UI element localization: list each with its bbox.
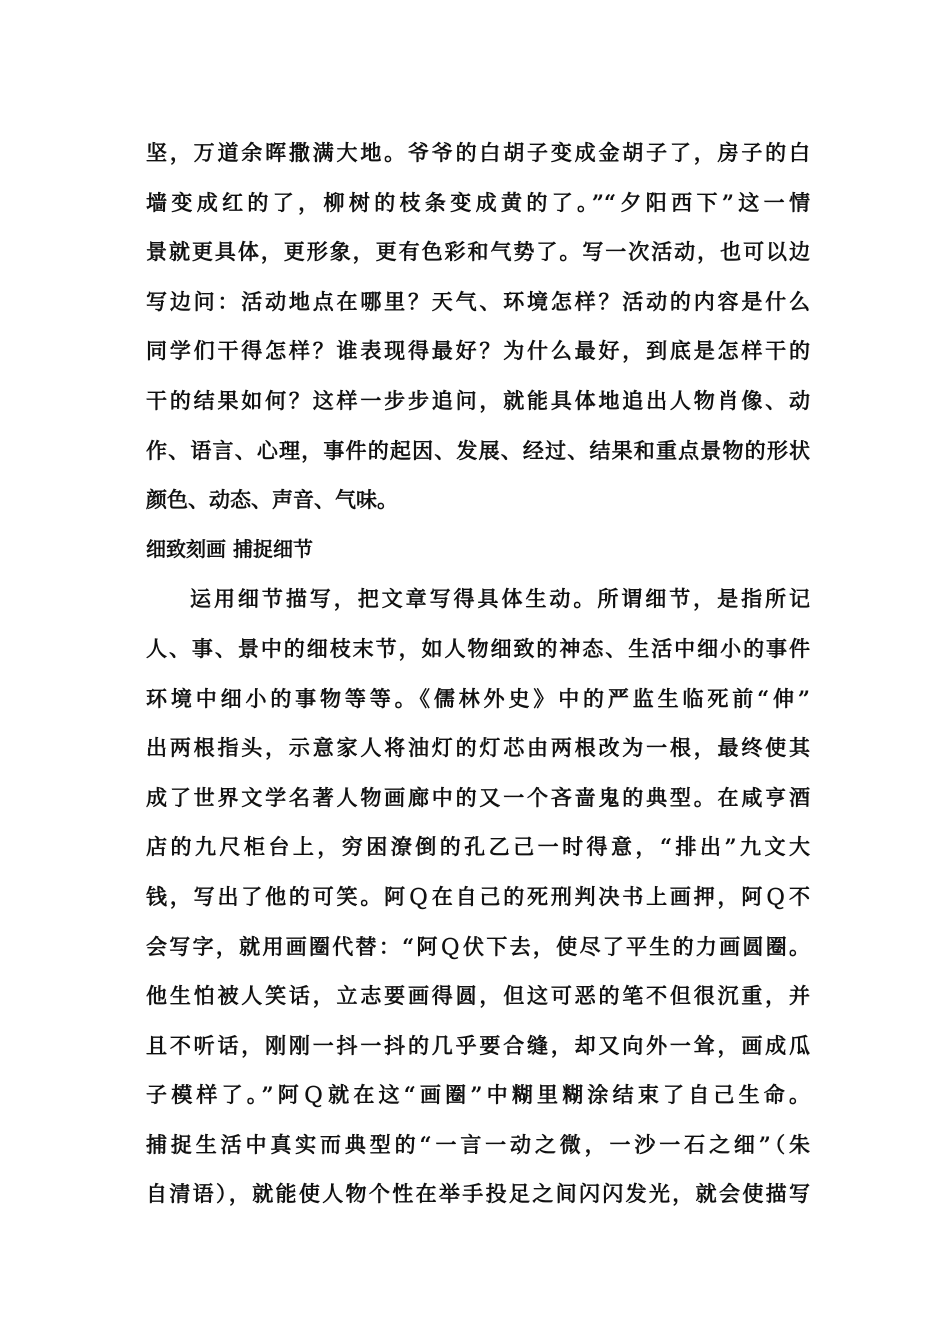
- text-line-5: 同学们干得怎样？谁表现得最好？为什么最好，到底是怎样干的: [146, 338, 810, 364]
- text-line-4: 写边问：活动地点在哪里？天气、环境怎样？活动的内容是什么: [146, 288, 810, 314]
- document-body: [146, 128, 810, 1219]
- text-line-15: 店的九尺柜台上，穷困潦倒的孔乙己一时得意，“排出”九文大: [146, 834, 810, 860]
- text-line-11: 人、事、景中的细枝末节，如人物细致的神态、生活中细小的事件: [146, 635, 810, 661]
- text-line-20: 子模样了。”阿Ｑ就在这“画圈”中糊里糊涂结束了自己生命。: [146, 1082, 810, 1108]
- text-line-7: 作、语言、心理，事件的起因、发展、经过、结果和重点景物的形状: [146, 437, 810, 463]
- text-line-22: 自清语），就能使人物个性在举手投足之间闪闪发光，就会使描写: [146, 1181, 810, 1207]
- text-line-16: 钱，写出了他的可笑。阿Ｑ在自己的死刑判决书上画押，阿Ｑ不: [146, 883, 810, 909]
- text-line-3: 景就更具体，更形象，更有色彩和气势了。写一次活动，也可以边: [146, 239, 810, 265]
- text-line-1: 坚，万道余晖撒满大地。爷爷的白胡子变成金胡子了，房子的白: [146, 140, 810, 165]
- text-line-2: 墙变成红的了，柳树的枝条变成黄的了。”“夕阳西下”这一情: [146, 189, 810, 215]
- text-line-10: 运用细节描写，把文章写得具体生动。所谓细节，是指所记: [190, 586, 810, 612]
- text-line-6: 干的结果如何？这样一步步追问，就能具体地追出人物肖像、动: [146, 387, 810, 413]
- text-line-21: 捕捉生活中真实而典型的“一言一动之微，一沙一石之细”（朱: [146, 1131, 810, 1157]
- text-line-19: 且不听话，刚刚一抖一抖的几乎要合缝，却又向外一耸，画成瓜: [146, 1032, 810, 1058]
- text-line-8: 颜色、动态、声音、气味。: [146, 487, 398, 513]
- text-line-12: 环境中细小的事物等等。《儒林外史》中的严监生临死前“伸”: [146, 685, 810, 711]
- text-line-18: 他生怕被人笑话，立志要画得圆，但这可恶的笔不但很沉重，并: [146, 983, 810, 1009]
- section-heading: 细致刻画 捕捉细节: [146, 536, 313, 561]
- text-line-13: 出两根指头，示意家人将油灯的灯芯由两根改为一根，最终使其: [146, 735, 810, 761]
- text-line-14: 成了世界文学名著人物画廊中的又一个吝啬鬼的典型。在咸亨酒: [146, 784, 810, 810]
- text-line-17: 会写字，就用画圈代替：“阿Ｑ伏下去，使尽了平生的力画圆圈。: [146, 933, 810, 959]
